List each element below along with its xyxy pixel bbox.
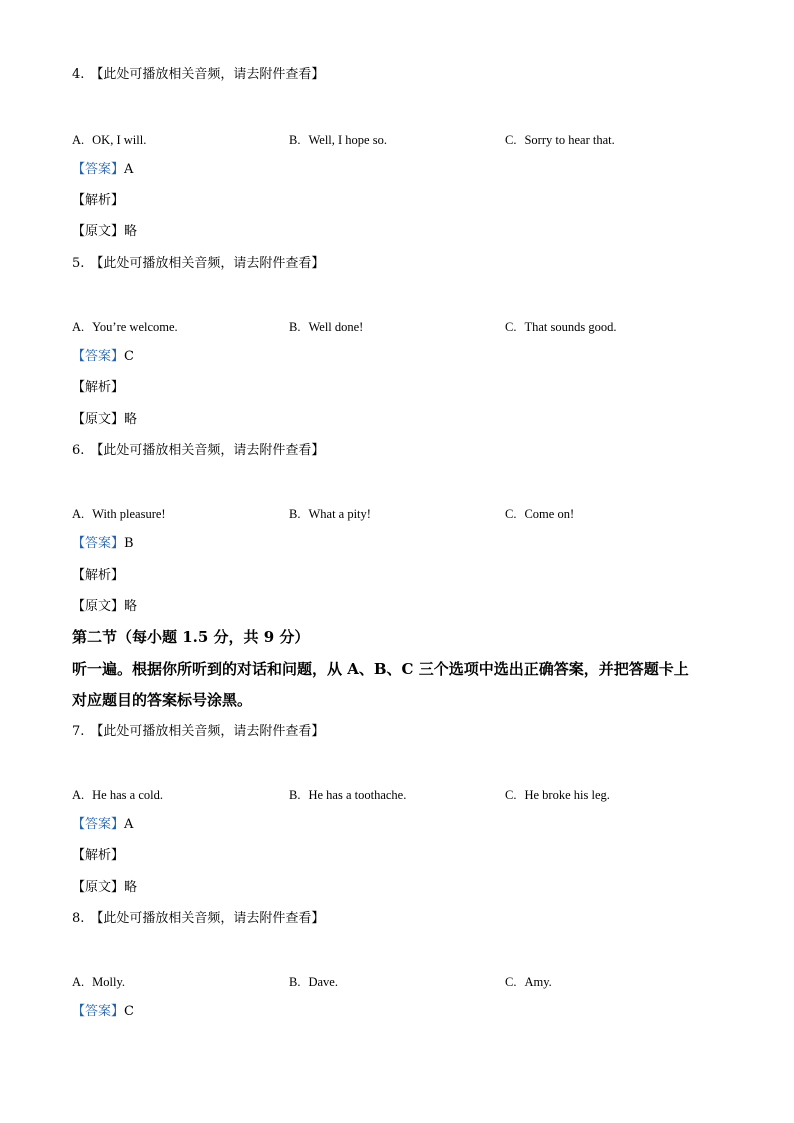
audio-placeholder-text: 【此处可播放相关音频，请去附件查看】: [90, 911, 325, 926]
option-letter: A.: [72, 507, 85, 521]
question-5-prompt: [72, 255, 324, 273]
audio-placeholder-text: 【此处可播放相关音频，请去附件查看】: [90, 256, 325, 271]
question-number: 5.: [72, 256, 85, 271]
answer-value: C: [124, 349, 134, 364]
question-6-analysis: [72, 567, 124, 585]
question-6-prompt: [72, 442, 324, 460]
option-text: He broke his leg.: [524, 788, 610, 802]
question-8-option-a: [72, 973, 125, 991]
option-letter: C.: [505, 320, 517, 334]
option-text: Dave.: [308, 975, 338, 989]
question-6-source: [72, 598, 137, 616]
option-letter: A.: [72, 133, 85, 147]
question-7-source: [72, 879, 137, 897]
source-tag: 【原文】: [72, 880, 125, 895]
answer-tag: 【答案】: [72, 349, 125, 364]
question-5-source: [72, 411, 137, 429]
answer-tag: 【答案】: [72, 536, 125, 551]
question-5-option-c: [505, 318, 616, 336]
question-number: 6.: [72, 443, 85, 458]
analysis-tag: 【解析】: [72, 193, 125, 208]
question-4-option-b: [289, 131, 387, 149]
question-7-option-a: [72, 786, 163, 804]
question-8-prompt: [72, 910, 324, 928]
option-text: What a pity!: [308, 507, 371, 521]
answer-tag: 【答案】: [72, 162, 125, 177]
option-letter: A.: [72, 788, 85, 802]
option-letter: B.: [289, 975, 301, 989]
option-letter: B.: [289, 788, 301, 802]
option-text: He has a toothache.: [308, 788, 407, 802]
source-text: 略: [124, 412, 138, 427]
question-8-answer: [72, 1003, 134, 1021]
option-text: Molly.: [92, 975, 126, 989]
option-text: Well, I hope so.: [308, 133, 387, 147]
question-6-option-a: [72, 505, 166, 523]
question-number: 4.: [72, 67, 85, 82]
question-4-answer: [72, 161, 133, 179]
question-5-option-b: [289, 318, 363, 336]
question-7-analysis: [72, 847, 124, 865]
option-letter: C.: [505, 975, 517, 989]
option-letter: C.: [505, 788, 517, 802]
section-instruction-line-1: 听一遍。根据你所听到的对话和问题，从 A、B、C 三个选项中选出正确答案，并把答题卡上: [72, 660, 689, 678]
question-4-analysis: [72, 192, 124, 210]
option-text: OK, I will.: [92, 133, 147, 147]
question-7-option-c: [505, 786, 610, 804]
source-tag: 【原文】: [72, 599, 125, 614]
source-tag: 【原文】: [72, 224, 125, 239]
analysis-tag: 【解析】: [72, 568, 125, 583]
answer-value: B: [124, 536, 134, 551]
answer-tag: 【答案】: [72, 1004, 125, 1019]
question-5-option-a: [72, 318, 178, 336]
analysis-tag: 【解析】: [72, 380, 125, 395]
source-text: 略: [124, 599, 138, 614]
question-6-option-b: [289, 505, 371, 523]
section-title: 第二节（每小题 1.5 分，共 9 分）: [72, 628, 310, 646]
question-6-option-c: [505, 505, 574, 523]
question-8-option-c: [505, 973, 552, 991]
source-text: 略: [124, 880, 138, 895]
answer-value: A: [124, 162, 134, 177]
option-text: Well done!: [308, 320, 364, 334]
question-8-option-b: [289, 973, 338, 991]
question-5-analysis: [72, 379, 124, 397]
option-letter: C.: [505, 507, 517, 521]
option-text: With pleasure!: [92, 507, 166, 521]
question-5-answer: [72, 348, 134, 366]
question-7-prompt: [72, 723, 324, 741]
answer-value: A: [124, 817, 134, 832]
option-letter: B.: [289, 507, 301, 521]
question-number: 7.: [72, 724, 85, 739]
option-text: Sorry to hear that.: [524, 133, 615, 147]
option-letter: B.: [289, 320, 301, 334]
option-text: He has a cold.: [92, 788, 163, 802]
audio-placeholder-text: 【此处可播放相关音频，请去附件查看】: [90, 724, 325, 739]
question-4-source: [72, 223, 137, 241]
question-number: 8.: [72, 911, 85, 926]
option-letter: C.: [505, 133, 517, 147]
question-6-answer: [72, 535, 134, 553]
question-7-answer: [72, 816, 133, 834]
audio-placeholder-text: 【此处可播放相关音频，请去附件查看】: [90, 443, 325, 458]
section-instruction-line-2: 对应题目的答案标号涂黑。: [72, 691, 253, 709]
question-4-option-c: [505, 131, 615, 149]
option-text: Amy.: [524, 975, 552, 989]
option-text: That sounds good.: [524, 320, 617, 334]
answer-tag: 【答案】: [72, 817, 125, 832]
option-letter: B.: [289, 133, 301, 147]
answer-value: C: [124, 1004, 134, 1019]
option-letter: A.: [72, 320, 85, 334]
question-7-option-b: [289, 786, 406, 804]
source-text: 略: [124, 224, 138, 239]
source-tag: 【原文】: [72, 412, 125, 427]
question-4-prompt: [72, 66, 324, 84]
option-text: Come on!: [524, 507, 575, 521]
analysis-tag: 【解析】: [72, 848, 125, 863]
option-text: You’re welcome.: [92, 320, 178, 334]
option-letter: A.: [72, 975, 85, 989]
audio-placeholder-text: 【此处可播放相关音频，请去附件查看】: [90, 67, 325, 82]
question-4-option-a: [72, 131, 146, 149]
